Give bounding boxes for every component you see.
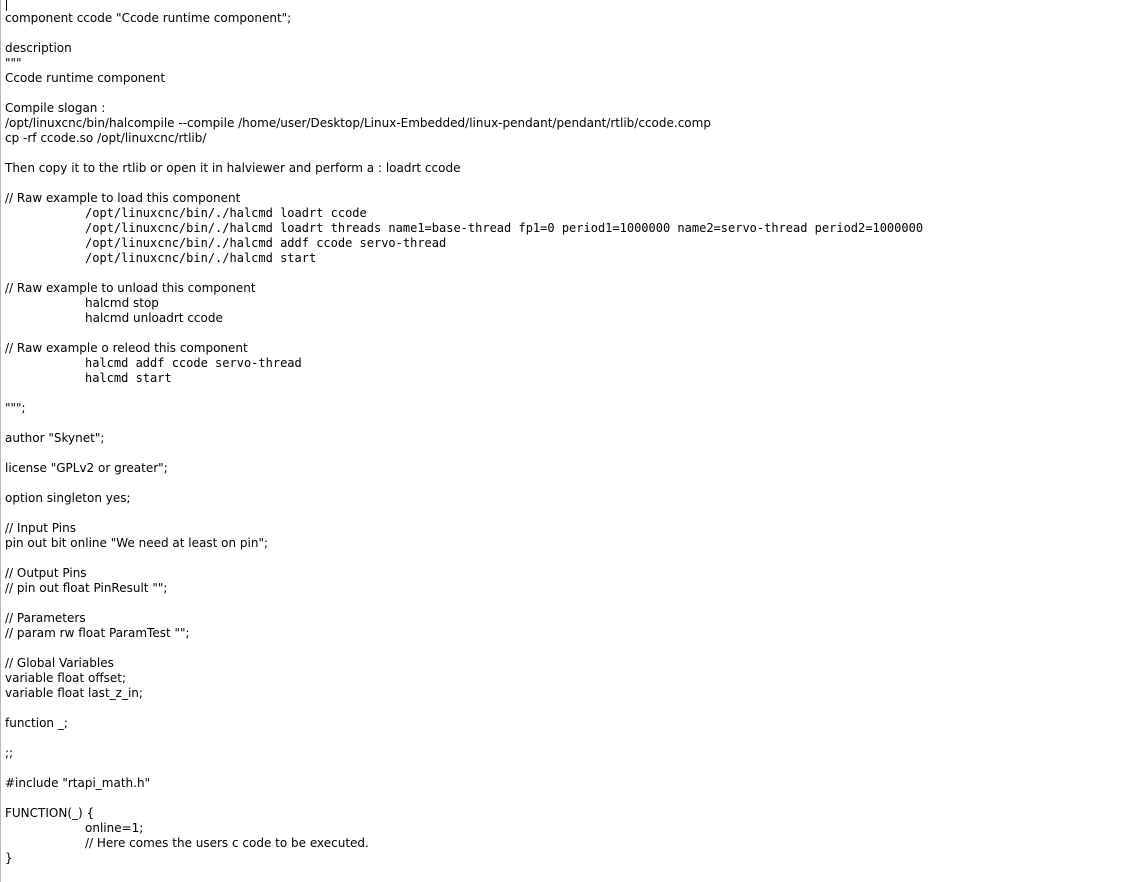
code-line xyxy=(5,641,1127,656)
code-line xyxy=(5,416,1127,431)
code-line xyxy=(5,221,1127,236)
code-line-text: halcmd start xyxy=(85,371,172,385)
code-line xyxy=(5,281,1127,296)
code-line xyxy=(5,386,1127,401)
code-line-text: /opt/linuxcnc/bin/halcompile --compile /home/user/Desktop/Linux-Embedded/linux-pendant/pendant/rtlib/ccode.comp xyxy=(5,116,711,130)
code-line xyxy=(5,206,1127,221)
code-line xyxy=(5,836,1127,851)
code-line xyxy=(5,266,1127,281)
code-line xyxy=(5,731,1127,746)
code-line xyxy=(5,536,1127,551)
code-line xyxy=(5,551,1127,566)
code-line-text: cp -rf ccode.so /opt/linuxcnc/rtlib/ xyxy=(5,131,207,145)
code-line xyxy=(5,746,1127,761)
code-line-text: function _; xyxy=(5,716,68,730)
code-line-text: Compile slogan : xyxy=(5,101,106,115)
code-lines xyxy=(5,11,1127,866)
code-line-text: /opt/linuxcnc/bin/./halcmd start xyxy=(85,251,317,265)
code-line-text: variable float offset; xyxy=(5,671,126,685)
code-line xyxy=(5,131,1127,146)
code-line xyxy=(5,806,1127,821)
code-line xyxy=(5,71,1127,86)
code-line xyxy=(5,461,1127,476)
code-line xyxy=(5,341,1127,356)
code-line xyxy=(5,611,1127,626)
code-line xyxy=(5,401,1127,416)
code-line xyxy=(5,656,1127,671)
code-line xyxy=(5,236,1127,251)
code-line-text: option singleton yes; xyxy=(5,491,131,505)
code-line-text: // Raw example to load this component xyxy=(5,191,241,205)
code-line-text: ;; xyxy=(5,746,14,760)
code-line xyxy=(5,761,1127,776)
code-line xyxy=(5,356,1127,371)
code-line-text: description xyxy=(5,41,72,55)
code-line-text: Ccode runtime component xyxy=(5,71,166,85)
code-line-text: variable float last_z_in; xyxy=(5,686,143,700)
code-line xyxy=(5,596,1127,611)
code-line-text: online=1; xyxy=(85,821,144,835)
code-line-text: // pin out float PinResult ""; xyxy=(5,581,168,595)
code-line xyxy=(5,851,1127,866)
code-line-text: // Output Pins xyxy=(5,566,87,580)
code-line xyxy=(5,371,1127,386)
code-line-text: /opt/linuxcnc/bin/./halcmd addf ccode servo-thread xyxy=(85,236,447,250)
code-line-text: pin out bit online "We need at least on pin"; xyxy=(5,536,269,550)
code-line-text: halcmd stop xyxy=(85,296,159,310)
code-line xyxy=(5,26,1127,41)
code-line xyxy=(5,716,1127,731)
code-line-text: // Raw example to unload this component xyxy=(5,281,256,295)
code-line xyxy=(5,251,1127,266)
code-line-text: #include "rtapi_math.h" xyxy=(5,776,151,790)
code-line xyxy=(5,686,1127,701)
code-line xyxy=(5,566,1127,581)
code-line xyxy=(5,446,1127,461)
code-line-text: """; xyxy=(5,401,26,415)
code-line-text: // Input Pins xyxy=(5,521,76,535)
code-line xyxy=(5,101,1127,116)
code-line xyxy=(5,191,1127,206)
code-line xyxy=(5,506,1127,521)
code-line xyxy=(5,701,1127,716)
code-line-text: /opt/linuxcnc/bin/./halcmd loadrt threads name1=base-thread fp1=0 period1=1000000 name2=servo-thread period2=1000000 xyxy=(85,221,924,235)
code-line-text: author "Skynet"; xyxy=(5,431,105,445)
code-line-text: Then copy it to the rtlib or open it in halviewer and perform a : loadrt ccode xyxy=(5,161,461,175)
code-line xyxy=(5,476,1127,491)
code-line-text: """ xyxy=(5,56,22,70)
code-line-text: /opt/linuxcnc/bin/./halcmd loadrt ccode xyxy=(85,206,367,220)
code-line xyxy=(5,161,1127,176)
code-line xyxy=(5,431,1127,446)
code-line xyxy=(5,56,1127,71)
text-cursor xyxy=(6,0,7,11)
code-line-text: // Raw example o releod this component xyxy=(5,341,248,355)
code-line-text: license "GPLv2 or greater"; xyxy=(5,461,168,475)
code-line-text: FUNCTION(_) { xyxy=(5,806,95,820)
code-line xyxy=(5,326,1127,341)
code-line xyxy=(5,491,1127,506)
code-line xyxy=(5,791,1127,806)
code-line xyxy=(5,86,1127,101)
code-line-text: halcmd addf ccode servo-thread xyxy=(85,356,302,370)
code-line xyxy=(5,176,1127,191)
code-line xyxy=(5,521,1127,536)
code-line xyxy=(5,296,1127,311)
code-line xyxy=(5,671,1127,686)
code-line-text: // Parameters xyxy=(5,611,86,625)
code-line-text: halcmd unloadrt ccode xyxy=(85,311,223,325)
code-line-text: // Global Variables xyxy=(5,656,114,670)
code-line xyxy=(5,626,1127,641)
code-line xyxy=(5,776,1127,791)
code-line xyxy=(5,41,1127,56)
code-line xyxy=(5,116,1127,131)
code-line xyxy=(5,821,1127,836)
code-line-text: component ccode "Ccode runtime component"; xyxy=(5,11,292,25)
code-line xyxy=(5,581,1127,596)
code-line-text: // param rw float ParamTest ""; xyxy=(5,626,190,640)
code-line-text: // Here comes the users c code to be executed. xyxy=(85,836,369,850)
code-line xyxy=(5,311,1127,326)
code-line-text: } xyxy=(5,851,13,865)
code-line xyxy=(5,11,1127,26)
code-line xyxy=(5,146,1127,161)
